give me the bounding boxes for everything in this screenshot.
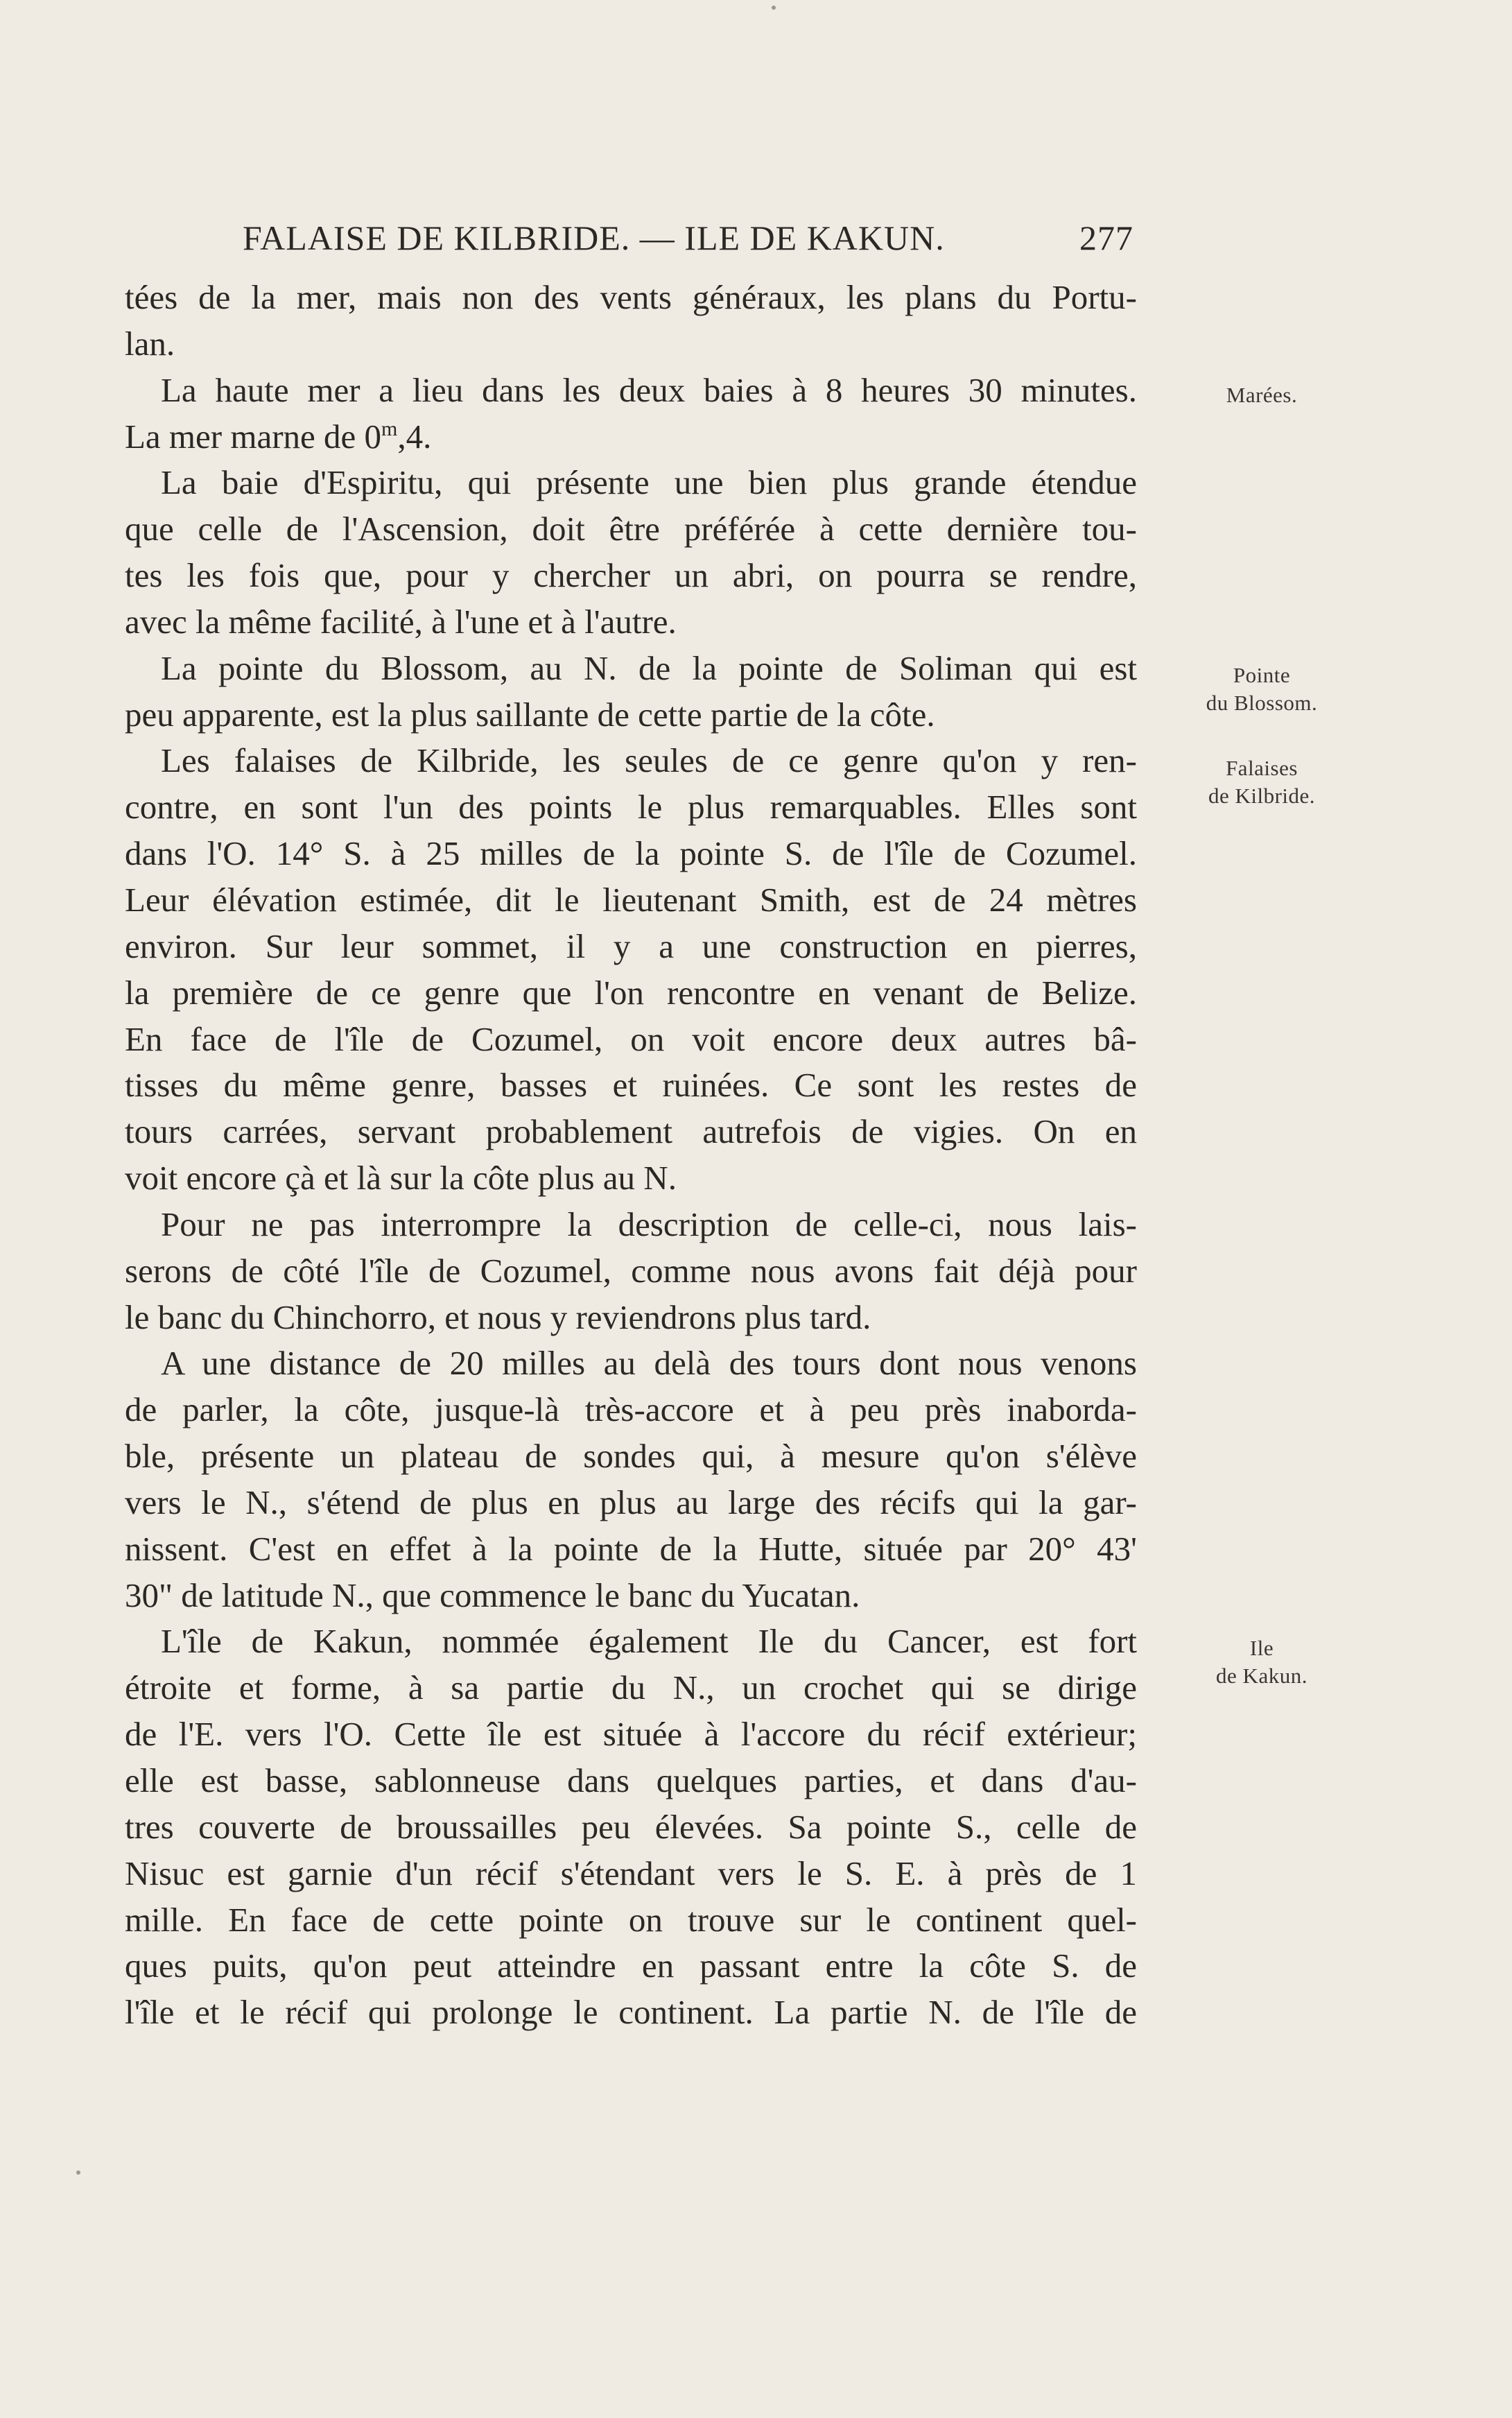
text-line: Leur élévation estimée, dit le lieutenant Smith, est de 24 mètres: [125, 880, 1137, 919]
text-line: En face de l'île de Cozumel, on voit encore deux autres bâ-: [125, 1019, 1137, 1058]
page-number: 277: [1079, 218, 1133, 257]
text-line: le banc du Chinchorro, et nous y reviendrons plus tard.: [125, 1297, 871, 1336]
margin-note-line: Marées.: [1226, 383, 1298, 407]
text-line: tres couverte de broussailles peu élevées. Sa pointe S., celle de: [125, 1807, 1137, 1846]
body-text: [125, 275, 1137, 2036]
text-line: nissent. C'est en effet à la pointe de la Hutte, située par 20° 43': [125, 1529, 1137, 1568]
text-line: serons de côté l'île de Cozumel, comme nous avons fait déjà pour: [125, 1251, 1137, 1290]
text-fragment: La mer marne de 0: [125, 417, 382, 456]
margin-note-line: de Kakun.: [1216, 1664, 1307, 1688]
text-line: ble, présente un plateau de sondes qui, à mesure qu'on s'élève: [125, 1437, 1137, 1476]
margin-note-line: du Blossom.: [1206, 691, 1318, 715]
text-line: peu apparente, est la plus saillante de cette partie de la côte.: [125, 695, 935, 734]
margin-note-line: Falaises: [1226, 756, 1298, 780]
text-line: La haute mer a lieu dans les deux baies à 8 heures 30 minutes.: [161, 370, 1137, 409]
text-line: 30" de latitude N., que commence le banc du Yucatan.: [125, 1575, 860, 1614]
text-line: environ. Sur leur sommet, il y a une construction en pierres,: [125, 926, 1137, 965]
text-line: L'île de Kakun, nommée également Ile du Cancer, est fort: [161, 1622, 1137, 1661]
margin-note-marees: [1182, 381, 1341, 409]
margin-note-pointe-blossom: [1182, 662, 1341, 717]
paper-speck: [76, 2170, 80, 2175]
text-line: tes les fois que, pour y chercher un abri, on pourra se rendre,: [125, 556, 1137, 595]
text-line: elle est basse, sablonneuse dans quelques parties, et dans d'au-: [125, 1761, 1137, 1799]
margin-note-line: Pointe: [1233, 663, 1291, 687]
text-line: Pour ne pas interrompre la description de celle-ci, nous lais-: [161, 1204, 1137, 1243]
text-line: tées de la mer, mais non des vents généraux, les plans du Portu-: [125, 278, 1137, 316]
text-line: tisses du même genre, basses et ruinées. Ce sont les restes de: [125, 1066, 1137, 1105]
text-line: dans l'O. 14° S. à 25 milles de la pointe S. de l'île de Cozumel.: [125, 834, 1137, 873]
text-line: que celle de l'Ascension, doit être préférée à cette dernière tou-: [125, 510, 1137, 549]
page-header: [243, 214, 1133, 262]
text-line: avec la même facilité, à l'une et à l'autre.: [125, 602, 677, 641]
text-line: de parler, la côte, jusque-là très-accore et à peu près inaborda-: [125, 1390, 1137, 1429]
text-line: lan.: [125, 324, 175, 363]
text-line: ques puits, qu'on peut atteindre en passant entre la côte S. de: [125, 1946, 1137, 1985]
text-line: mille. En face de cette pointe on trouve sur le continent quel-: [125, 1900, 1137, 1939]
text-line: La baie d'Espiritu, qui présente une bien plus grande étendue: [161, 463, 1137, 502]
text-fragment: ,4.: [397, 417, 432, 456]
text-line: étroite et forme, à sa partie du N., un crochet qui se dirige: [125, 1668, 1137, 1707]
text-line: contre, en sont l'un des points le plus remarquables. Elles sont: [125, 788, 1137, 827]
text-line: A une distance de 20 milles au delà des tours dont nous venons: [161, 1344, 1137, 1383]
margin-note-falaises-kilbride: [1182, 754, 1341, 810]
text-line: Nisuc est garnie d'un récif s'étendant vers le S. E. à près de 1: [125, 1854, 1137, 1892]
text-line: la première de ce genre que l'on rencontre en venant de Belize.: [125, 973, 1137, 1012]
text-line: vers le N., s'étend de plus en plus au large des récifs qui la gar-: [125, 1483, 1137, 1521]
running-title: FALAISE DE KILBRIDE. — ILE DE KAKUN.: [243, 218, 945, 257]
text-line: l'île et le récif qui prolonge le continent. La partie N. de l'île de: [125, 1993, 1137, 2032]
text-line: de l'E. vers l'O. Cette île est située à l'accore du récif extérieur;: [125, 1715, 1137, 1754]
text-line: La pointe du Blossom, au N. de la pointe de Soliman qui est: [161, 648, 1137, 687]
margin-note-line: Ile: [1249, 1636, 1274, 1660]
text-line: [125, 414, 1137, 460]
superscript-unit: m: [381, 417, 398, 440]
text-line: voit encore çà et là sur la côte plus au N.: [125, 1159, 677, 1198]
margin-note-line: de Kilbride.: [1208, 784, 1316, 808]
margin-note-ile-kakun: [1182, 1634, 1341, 1690]
text-line: tours carrées, servant probablement autrefois de vigies. On en: [125, 1112, 1137, 1151]
paper-speck: [772, 6, 776, 10]
text-line: Les falaises de Kilbride, les seules de ce genre qu'on y ren-: [161, 741, 1137, 780]
